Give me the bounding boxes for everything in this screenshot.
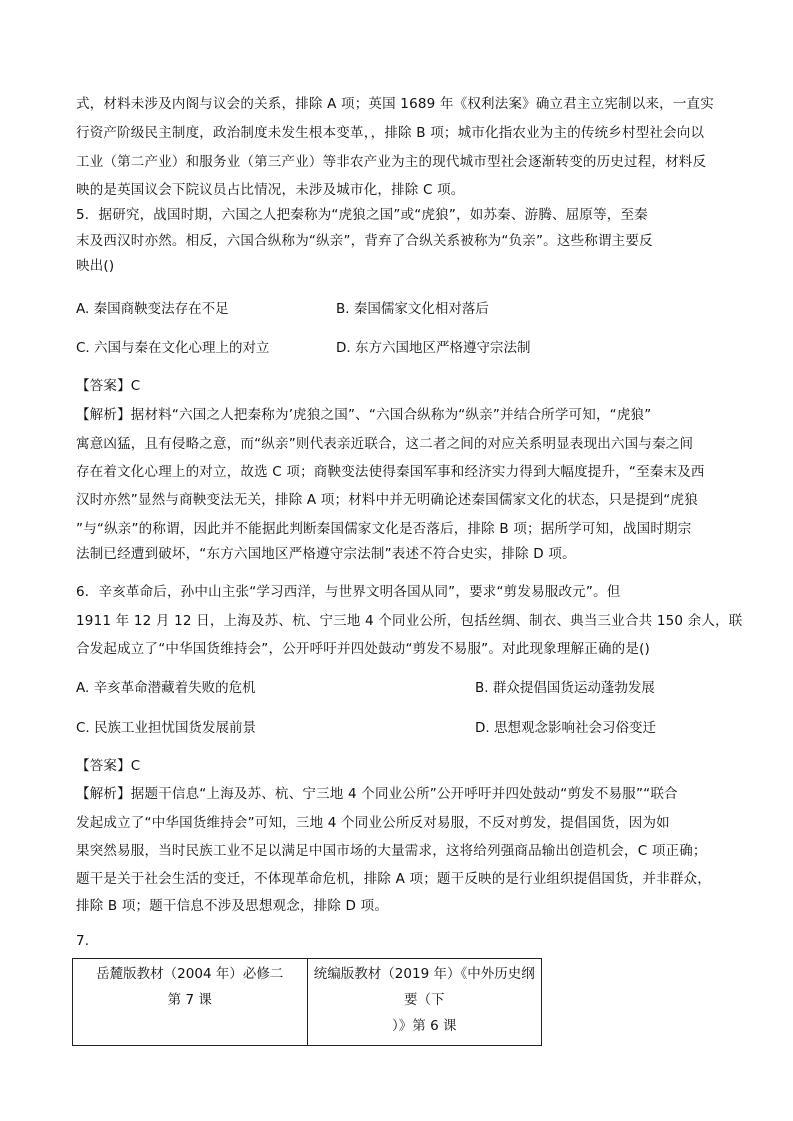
q7-number: 7. (76, 933, 90, 949)
q5-analysis-line-1: 【解析】据材料“六国之人把秦称为’虎狼之国”、“六国合纵称为“纵亲”并结合所学可知，“虎狼” (76, 407, 652, 423)
right-cell-line-1: 统编版教材（2019 年）《中外历史纲要（下 (313, 966, 535, 1008)
q5-option-d: D. 东方六国地区严格遵守宗法制 (336, 340, 531, 356)
q6-analysis-line-4: 题干是关于社会生活的变迁，不体现革命危机，排除 A 项；题干反映的是行业组织提倡国货，并非群众， (76, 871, 711, 887)
q6-analysis-line-1: 【解析】据题干信息“上海及苏、杭、宁三地 4 个同业公所”公开呼吁并四处鼓动“剪发不易服”“联合 (76, 786, 678, 802)
left-cell-line-2: 第 7 课 (167, 992, 212, 1008)
q5-analysis-line-4: 汉时亦然”显然与商鞅变法无关，排除 A 项；材料中并无明确论述秦国儒家文化的状态，只是提到“虎狼 (76, 492, 698, 508)
q6-stem-line-3: 合发起成立了“中华国货维持会”，公开呼吁并四处鼓动“剪发不易服”。对此现象理解正确的是() (76, 641, 651, 657)
table-row (73, 959, 542, 1046)
q6-analysis-line-3: 果突然易服，当时民族工业不足以满足中国市场的大量需求，这将给列强商品输出创造机会，C 项正确； (76, 843, 707, 859)
q6-analysis-line-5: 排除 B 项；题干信息不涉及思想观念，排除 D 项。 (76, 898, 389, 914)
q6-stem-line-2: 1911 年 12 月 12 日，上海及苏、杭、宁三地 4 个同业公所，包括丝绸、制衣、典当三业合共 150 余人，联 (76, 613, 743, 629)
right-cell-line-2: ）》第 6 课 (392, 1018, 457, 1034)
q5-analysis-line-3: 存在着文化心理上的对立，故选 C 项；商鞅变法使得秦国军事和经济实力得到大幅度提升，“至秦末及西 (76, 464, 705, 480)
table-cell-right (307, 959, 542, 1046)
intro-line-3: 工业（第二产业）和服务业（第三产业）等非农产业为主的现代城市型社会逐渐转变的历史过程，材料反 (76, 154, 707, 170)
q5-stem-line-3: 映出() (76, 258, 115, 274)
q6-analysis-line-2: 发起成立了“中华国货维持会”可知，三地 4 个同业公所反对易服，不反对剪发，提倡国货，因为如 (76, 815, 670, 831)
q5-option-a: A. 秦国商鞅变法存在不足 (76, 301, 229, 317)
intro-line-4: 映的是英国议会下院议员占比情况，未涉及城市化，排除 C 项。 (76, 182, 465, 198)
q6-option-d: D. 思想观念影响社会习俗变迁 (475, 720, 656, 736)
q6-option-a: A. 辛亥革命潜藏着失败的危机 (76, 680, 256, 696)
q6-stem-line-1: 6．辛亥革命后，孙中山主张“学习西洋，与世界文明各国从同”，要求“剪发易服改元”。但 (76, 584, 621, 600)
q5-option-b: B. 秦国儒家文化相对落后 (336, 301, 489, 317)
intro-line-2: 行资产阶级民主制度，政治制度未发生根本变革，，排除 B 项；城市化指农业为主的传统乡村型社会向以 (76, 125, 705, 141)
q6-option-c: C. 民族工业担忧国货发展前景 (76, 720, 257, 736)
q6-option-b: B. 群众提倡国货运动蓬勃发展 (475, 680, 655, 696)
q5-analysis-line-6: 法制已经遭到破坏，“东方六国地区严格遵守宗法制”表述不符合史实，排除 D 项。 (76, 546, 576, 562)
intro-line-1: 式，材料未涉及内阁与议会的关系，排除 A 项；英国 1689 年《权利法案》确立君主立宪制以来，一直实 (76, 96, 714, 112)
q5-stem-line-1: 5．据研究，战国时期，六国之人把秦称为“虎狼之国”或“虎狼”，如苏秦、游腾、屈原等，至秦 (76, 207, 648, 223)
q5-analysis-line-5: ”与“纵亲”的称谓，因此并不能据此判断秦国儒家文化是否落后，排除 B 项；据所学可知，战国时期宗 (76, 521, 692, 537)
table-cell-left (73, 959, 308, 1046)
q5-analysis-line-2: 寓意凶猛，且有侵略之意，而“纵亲”则代表亲近联合，这二者之间的对应关系明显表现出六国与秦之间 (76, 436, 694, 452)
q5-stem-line-2: 末及西汉时亦然。相反，六国合纵称为“纵亲”，背弃了合纵关系被称为“负亲”。这些称谓主要反 (76, 233, 653, 249)
left-cell-line-1: 岳麓版教材（2004 年）必修二 (96, 966, 284, 982)
q5-answer: 【答案】C (76, 378, 141, 394)
q5-option-c: C. 六国与秦在文化心理上的对立 (76, 340, 270, 356)
q6-answer: 【答案】C (76, 758, 141, 774)
textbook-comparison-table (72, 958, 542, 1046)
